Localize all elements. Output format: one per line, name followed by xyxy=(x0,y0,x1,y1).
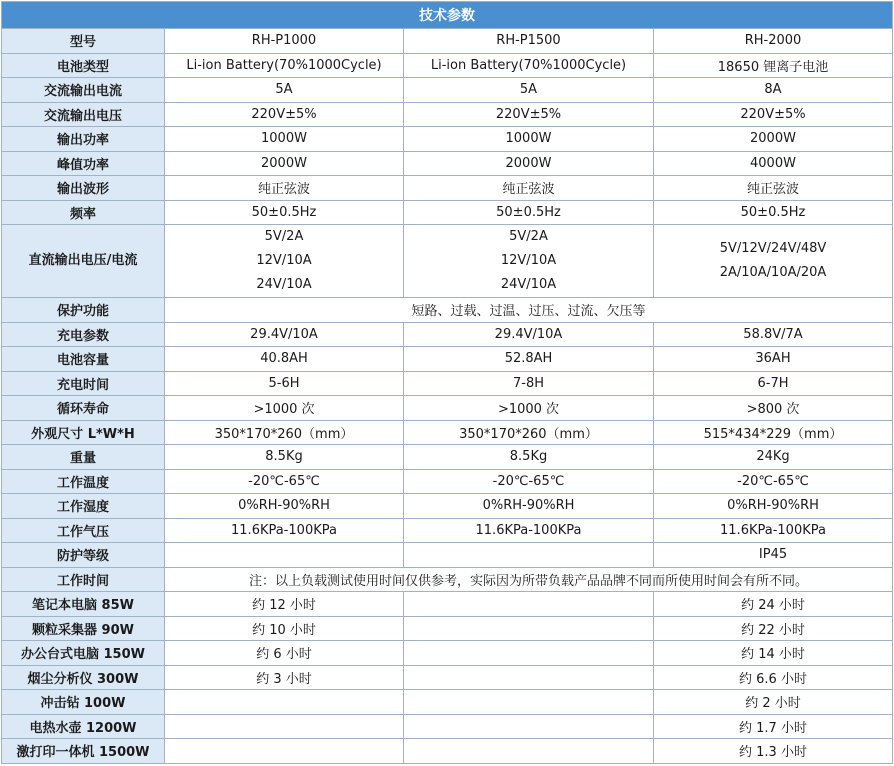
spec-row xyxy=(2,151,893,176)
value-rh-p1500: 纯正弦波 xyxy=(404,176,654,201)
value-rh-p1500 xyxy=(404,739,654,764)
spec-row xyxy=(2,176,893,201)
dc-line: 24V/10A xyxy=(500,277,557,292)
value-rh-2000: 58.8V/7A xyxy=(654,322,893,347)
value-rh-p1500 xyxy=(404,225,654,298)
value-rh-p1500 xyxy=(404,592,654,617)
value-rh-p1000 xyxy=(165,690,404,715)
row-label: 频率 xyxy=(2,200,165,225)
value-rh-2000: 50±0.5Hz xyxy=(654,200,893,225)
row-label: 工作气压 xyxy=(2,518,165,543)
value-rh-p1500: 1000W xyxy=(404,127,654,152)
value-rh-2000: 约 1.7 小时 xyxy=(654,714,893,739)
value-rh-p1500: RH-P1500 xyxy=(404,29,654,54)
value-rh-2000: IP45 xyxy=(654,543,893,568)
value-rh-p1500 xyxy=(404,665,654,690)
value-rh-p1000: 约 6 小时 xyxy=(165,641,404,666)
value-rh-2000: 6-7H xyxy=(654,371,893,396)
value-rh-2000: 约 24 小时 xyxy=(654,592,893,617)
value-rh-2000: 约 22 小时 xyxy=(654,616,893,641)
value-rh-p1000: 8.5Kg xyxy=(165,445,404,470)
value-rh-p1500: >1000 次 xyxy=(404,396,654,421)
value-rh-p1000: >1000 次 xyxy=(165,396,404,421)
row-label: 峰值功率 xyxy=(2,151,165,176)
dc-output-row xyxy=(2,225,893,298)
value-rh-p1000 xyxy=(165,739,404,764)
row-label: 防护等级 xyxy=(2,543,165,568)
value-rh-p1000: 0%RH-90%RH xyxy=(165,494,404,519)
row-label: 电池类型 xyxy=(2,53,165,78)
value-rh-2000: RH-2000 xyxy=(654,29,893,54)
value-rh-p1500 xyxy=(404,690,654,715)
value-rh-2000: 18650 锂离子电池 xyxy=(654,53,893,78)
value-rh-p1500: -20℃-65℃ xyxy=(404,469,654,494)
spec-row xyxy=(2,543,893,568)
value-rh-p1500: Li-ion Battery(70%1000Cycle) xyxy=(404,53,654,78)
spec-table xyxy=(1,1,893,764)
value-rh-p1500: 350*170*260（mm） xyxy=(404,420,654,445)
dc-line: 12V/10A xyxy=(256,253,312,268)
row-label: 电池容量 xyxy=(2,347,165,372)
value-rh-p1000: 5-6H xyxy=(165,371,404,396)
value-rh-p1500: 5A xyxy=(404,78,654,103)
value-rh-p1000: -20℃-65℃ xyxy=(165,469,404,494)
row-label: 冲击钻 100W xyxy=(2,690,165,715)
row-label: 输出波形 xyxy=(2,176,165,201)
spec-row xyxy=(2,102,893,127)
value-rh-2000: >800 次 xyxy=(654,396,893,421)
value-rh-p1500: 50±0.5Hz xyxy=(404,200,654,225)
value-rh-p1000 xyxy=(165,225,404,298)
protection-row xyxy=(2,298,893,323)
row-label: 重量 xyxy=(2,445,165,470)
spec-row xyxy=(2,420,893,445)
dc-line: 5V/2A xyxy=(264,229,304,244)
value-rh-2000: 0%RH-90%RH xyxy=(654,494,893,519)
value-rh-p1000 xyxy=(165,714,404,739)
load-row xyxy=(2,665,893,690)
value-rh-p1000: 约 3 小时 xyxy=(165,665,404,690)
value-rh-p1500: 29.4V/10A xyxy=(404,322,654,347)
value-rh-p1000: 50±0.5Hz xyxy=(165,200,404,225)
dc-line: 5V/2A xyxy=(509,229,548,244)
value-rh-2000: 约 14 小时 xyxy=(654,641,893,666)
spec-row xyxy=(2,445,893,470)
spec-row xyxy=(2,494,893,519)
value-rh-p1000 xyxy=(165,543,404,568)
row-label: 直流输出电压/电流 xyxy=(2,225,165,298)
spec-row xyxy=(2,29,893,54)
spec-row xyxy=(2,518,893,543)
row-label: 烟尘分析仪 300W xyxy=(2,665,165,690)
value-rh-2000: 11.6KPa-100KPa xyxy=(654,518,893,543)
load-row xyxy=(2,616,893,641)
load-row xyxy=(2,739,893,764)
value-rh-p1000: 29.4V/10A xyxy=(165,322,404,347)
protection-value: 短路、过载、过温、过压、过流、欠压等 xyxy=(165,298,893,323)
value-rh-2000 xyxy=(654,225,893,298)
value-rh-2000: 515*434*229（mm） xyxy=(654,420,893,445)
row-label: 颗粒采集器 90W xyxy=(2,616,165,641)
value-rh-p1500 xyxy=(404,641,654,666)
load-row xyxy=(2,714,893,739)
value-rh-p1500: 11.6KPa-100KPa xyxy=(404,518,654,543)
value-rh-p1000: RH-P1000 xyxy=(165,29,404,54)
spec-row xyxy=(2,53,893,78)
value-rh-2000: 24Kg xyxy=(654,445,893,470)
spec-row xyxy=(2,371,893,396)
worktime-note: 注：以上负载测试使用时间仅供参考，实际因为所带负载产品品牌不同而所使用时间会有所不同。 xyxy=(165,567,893,592)
value-rh-2000: 约 1.3 小时 xyxy=(654,739,893,764)
value-rh-p1000: 约 12 小时 xyxy=(165,592,404,617)
spec-row xyxy=(2,127,893,152)
row-label: 工作湿度 xyxy=(2,494,165,519)
dc-line: 5V/12V/24V/48V xyxy=(719,241,827,256)
row-label: 交流输出电流 xyxy=(2,78,165,103)
dc-line: 2A/10A/10A/20A xyxy=(719,265,827,280)
row-label: 充电参数 xyxy=(2,322,165,347)
row-label: 充电时间 xyxy=(2,371,165,396)
row-label: 办公台式电脑 150W xyxy=(2,641,165,666)
value-rh-2000: 纯正弦波 xyxy=(654,176,893,201)
row-label: 型号 xyxy=(2,29,165,54)
title-row xyxy=(2,2,893,29)
row-label: 循环寿命 xyxy=(2,396,165,421)
value-rh-p1500: 0%RH-90%RH xyxy=(404,494,654,519)
value-rh-p1000: 11.6KPa-100KPa xyxy=(165,518,404,543)
load-row xyxy=(2,641,893,666)
value-rh-p1000: 220V±5% xyxy=(165,102,404,127)
row-label: 交流输出电压 xyxy=(2,102,165,127)
row-label: 外观尺寸 L*W*H xyxy=(2,420,165,445)
value-rh-p1500: 220V±5% xyxy=(404,102,654,127)
value-rh-p1000: 5A xyxy=(165,78,404,103)
value-rh-p1500: 8.5Kg xyxy=(404,445,654,470)
value-rh-p1500 xyxy=(404,616,654,641)
value-rh-p1000: 纯正弦波 xyxy=(165,176,404,201)
table-title: 技术参数 xyxy=(2,2,893,29)
value-rh-p1000: 350*170*260（mm） xyxy=(165,420,404,445)
row-label: 保护功能 xyxy=(2,298,165,323)
value-rh-p1500 xyxy=(404,714,654,739)
dc-line: 12V/10A xyxy=(500,253,557,268)
value-rh-2000: 约 2 小时 xyxy=(654,690,893,715)
value-rh-p1000: 1000W xyxy=(165,127,404,152)
spec-row xyxy=(2,469,893,494)
row-label: 输出功率 xyxy=(2,127,165,152)
value-rh-p1500: 2000W xyxy=(404,151,654,176)
value-rh-2000: 220V±5% xyxy=(654,102,893,127)
row-label: 工作时间 xyxy=(2,567,165,592)
row-label: 激打印一体机 1500W xyxy=(2,739,165,764)
value-rh-2000: 36AH xyxy=(654,347,893,372)
spec-row xyxy=(2,78,893,103)
value-rh-2000: 2000W xyxy=(654,127,893,152)
value-rh-p1000: Li-ion Battery(70%1000Cycle) xyxy=(165,53,404,78)
spec-row xyxy=(2,200,893,225)
worktime-row xyxy=(2,567,893,592)
value-rh-p1500: 52.8AH xyxy=(404,347,654,372)
value-rh-p1000: 40.8AH xyxy=(165,347,404,372)
value-rh-p1500: 7-8H xyxy=(404,371,654,396)
value-rh-p1500 xyxy=(404,543,654,568)
value-rh-p1000: 2000W xyxy=(165,151,404,176)
spec-row xyxy=(2,396,893,421)
value-rh-2000: 约 6.6 小时 xyxy=(654,665,893,690)
value-rh-p1000: 约 10 小时 xyxy=(165,616,404,641)
load-row xyxy=(2,690,893,715)
dc-line: 24V/10A xyxy=(256,277,312,292)
spec-row xyxy=(2,347,893,372)
spec-row xyxy=(2,322,893,347)
value-rh-2000: 4000W xyxy=(654,151,893,176)
row-label: 电热水壶 1200W xyxy=(2,714,165,739)
row-label: 笔记本电脑 85W xyxy=(2,592,165,617)
value-rh-2000: 8A xyxy=(654,78,893,103)
load-row xyxy=(2,592,893,617)
value-rh-2000: -20℃-65℃ xyxy=(654,469,893,494)
row-label: 工作温度 xyxy=(2,469,165,494)
